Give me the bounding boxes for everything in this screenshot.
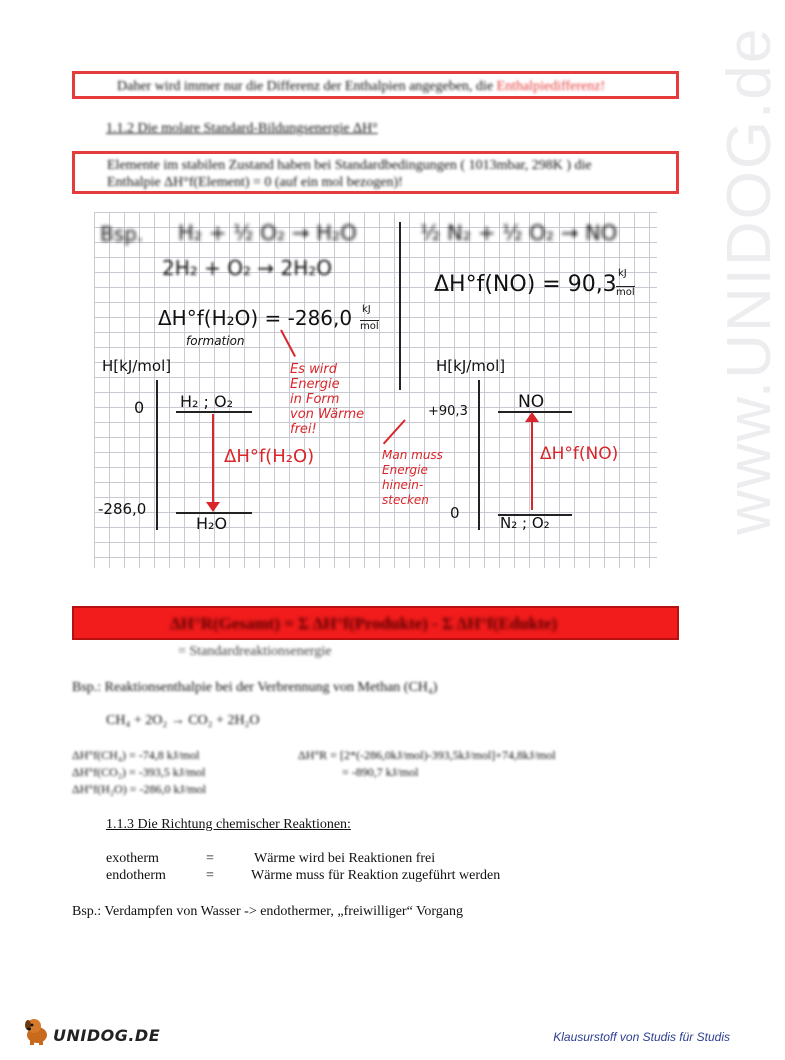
- sketch-right-n2o2: N₂ ; O₂: [500, 514, 550, 532]
- example-left-line: ΔH°f(CH₄) = -74,8 kJ/mol: [72, 748, 200, 762]
- sketch-axis-left: [156, 380, 158, 530]
- sketch-axis-right: [478, 380, 480, 530]
- sketch-unit-mol-left: mol: [360, 321, 379, 332]
- example-left-line: ΔH°f(H₂O) = -286,0 kJ/mol: [72, 782, 207, 796]
- box1-red-text: Enthalpiedifferenz!: [496, 79, 606, 94]
- sketch-dh-h2o: ΔH°f(H₂O) = -286,0: [158, 306, 353, 330]
- example-left-lines: [72, 747, 206, 798]
- sketch-equation-no: ½ N₂ + ½ O₂ → NO: [420, 221, 618, 245]
- sketch-red-pointer-left: [280, 330, 296, 357]
- sketch-unit-mol-right: mol: [616, 287, 635, 298]
- example-reaction: CH₄ + 2O₂ → CO₂ + 2H₂O: [106, 713, 260, 728]
- sketch-axis-label-right: H[kJ/mol]: [436, 357, 506, 375]
- sketch-red-note-right-line: Man muss: [382, 448, 443, 462]
- sketch-axis-label-left: H[kJ/mol]: [102, 357, 172, 375]
- sketch-red-note-left-line: frei!: [290, 422, 317, 437]
- term-endotherm: endotherm: [106, 868, 166, 883]
- formula-text: ΔH°R(Gesamt) = Σ ΔH°f(Produkte) - Σ ΔH°f(Edukte): [170, 614, 558, 633]
- example-title: Bsp.: Reaktionsenthalpie bei der Verbrennung von Methan (CH₄): [72, 680, 438, 695]
- example-right-line: ΔH°R = [2*(-286,0kJ/mol)-393,5kJ/mol]+74,8kJ/mol: [298, 748, 556, 762]
- sketch-red-note-left: [290, 362, 364, 437]
- sketch-divider: [399, 222, 401, 390]
- sketch-right-zero: 0: [450, 504, 460, 522]
- term-equals: =: [206, 851, 214, 866]
- sketch-left-dh: ΔH°f(H₂O): [224, 446, 315, 467]
- section-heading-113: 1.1.3 Die Richtung chemischer Reaktionen:: [106, 817, 351, 832]
- sketch-red-note-right-line: stecken: [382, 493, 429, 507]
- sketch-right-no: NO: [518, 392, 545, 412]
- sketch-red-pointer-right: [383, 419, 406, 444]
- sketch-red-note-right: [382, 448, 443, 508]
- sketch-right-dh: ΔH°f(NO): [540, 444, 619, 464]
- sketch-arrow-down: [212, 414, 214, 506]
- term-row-endotherm: [106, 868, 666, 886]
- box1-text: Daher wird immer nur die Differenz der Enthalpien angegeben, die: [117, 79, 497, 94]
- sketch-red-note-left-line: Es wird: [290, 362, 337, 377]
- formula-caption: = Standardreaktionsenergie: [178, 644, 332, 659]
- sketch-left-h2o: H₂O: [196, 514, 228, 533]
- sketch-right-plus: +90,3: [428, 404, 468, 419]
- term-row-exotherm: [106, 851, 666, 869]
- footer-tagline: Klausurstoff von Studis für Studis: [553, 1030, 730, 1044]
- sketch-level-h2-o2: [176, 411, 252, 413]
- sketch-dh-no: ΔH°f(NO) = 90,3: [434, 272, 617, 297]
- sketch-left-zero: 0: [134, 398, 145, 417]
- example-right-lines: [298, 747, 556, 781]
- sketch-red-note-left-line: in Form: [290, 392, 340, 407]
- sketch-arrowhead-down: [206, 502, 220, 512]
- example-evaporation: Bsp.: Verdampfen von Wasser -> endothermer, „freiwilliger“ Vorgang: [72, 904, 463, 919]
- term-desc-endotherm: Wärme muss für Reaktion zugeführt werden: [251, 868, 501, 883]
- box2-line1: Elemente im stabilen Zustand haben bei Standardbedingungen ( 1013mbar, 298K ) die: [107, 158, 592, 173]
- term-exotherm: exotherm: [106, 851, 159, 866]
- sketch-equation-2h2o: 2H₂ + O₂ → 2H₂O: [162, 256, 333, 280]
- section-heading-112: 1.1.2 Die molare Standard-Bildungsenergie ΔH°: [106, 121, 378, 136]
- sketch-red-note-left-line: von Wärme: [290, 407, 365, 422]
- example-right-line: = -890,7 kJ/mol: [342, 765, 419, 779]
- example-left-line: ΔH°f(CO₂) = -393,5 kJ/mol: [72, 765, 206, 779]
- sketch-bsp-label: Bsp.: [100, 222, 144, 246]
- logo-text: UNIDOG.DE: [53, 1026, 161, 1045]
- sketch-left-h2o2: H₂ ; O₂: [180, 392, 234, 411]
- watermark: www.UNIDOG.de: [715, 26, 784, 535]
- sketch-unit-kj-right: kJ: [618, 268, 627, 279]
- dog-logo-icon: [22, 1016, 52, 1046]
- sketch-arrow-up: [531, 420, 533, 510]
- term-desc-exotherm: Wärme wird bei Reaktionen frei: [254, 851, 436, 866]
- term-equals: =: [206, 868, 214, 883]
- sketch-equation-h2o: H₂ + ½ O₂ → H₂O: [178, 221, 357, 245]
- sketch-red-note-left-line: Energie: [290, 377, 340, 392]
- sketch-left-neg: -286,0: [98, 500, 147, 518]
- box2-line2: Enthalpie ΔH°f(Element) = 0 (auf ein mol bezogen)!: [107, 175, 403, 190]
- formula-bar: [72, 606, 679, 640]
- sketch-unit-kj-left: kJ: [362, 304, 371, 315]
- sketch-red-note-right-line: hinein-: [382, 478, 424, 492]
- sketch-arrowhead-up: [525, 412, 539, 422]
- sketch-formation: formation: [186, 334, 245, 348]
- sketch-red-note-right-line: Energie: [382, 463, 428, 477]
